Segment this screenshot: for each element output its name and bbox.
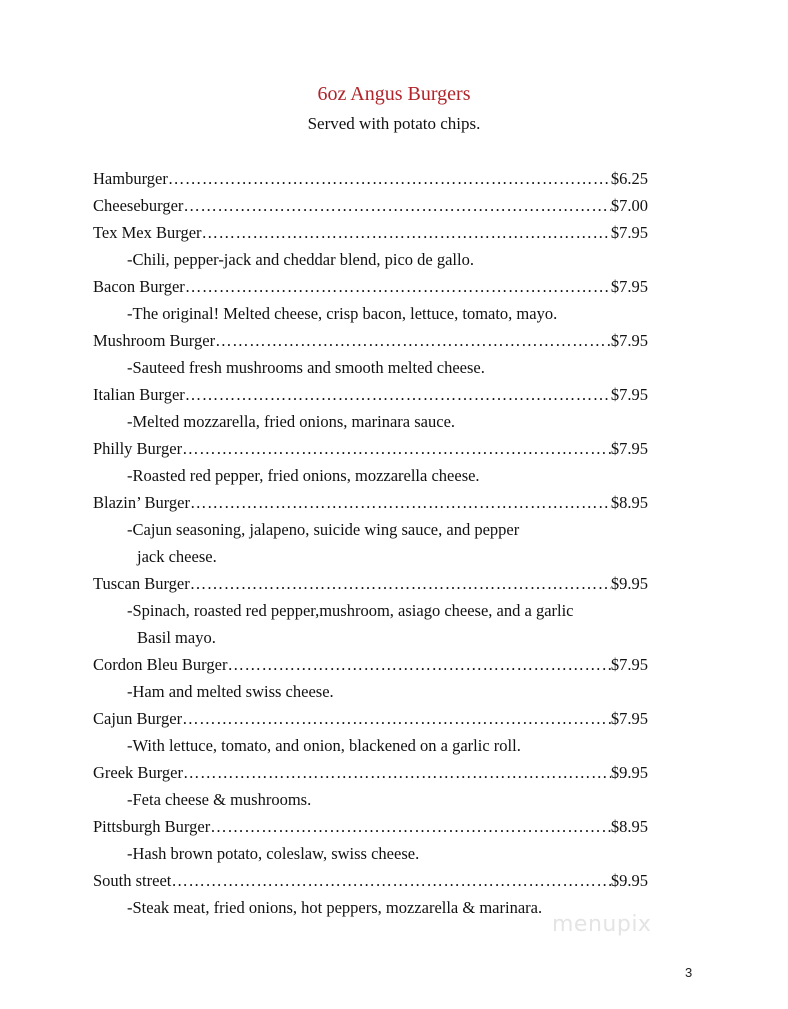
dot-leader — [215, 328, 611, 355]
menu-item-description: -The original! Melted cheese, crisp bacon, lettuce, tomato, mayo. — [127, 304, 558, 323]
menu-item-name: Italian Burger — [93, 385, 185, 404]
menu-item-price: $7.95 — [610, 385, 648, 404]
menu-item — [93, 706, 648, 733]
dot-leader — [183, 760, 611, 787]
menu-item-description: -Chili, pepper-jack and cheddar blend, pico de gallo. — [127, 250, 474, 269]
menu-item-price: $7.95 — [610, 439, 648, 458]
menu-item — [93, 652, 648, 679]
menu-item-name: Greek Burger — [93, 763, 183, 782]
menu-item-price: $6.25 — [610, 169, 648, 188]
menu-item-name: Mushroom Burger — [93, 331, 216, 350]
menu-item-name: Blazin’ Burger — [93, 493, 190, 512]
dot-leader — [227, 652, 610, 679]
dot-leader — [185, 382, 611, 409]
dot-leader — [190, 571, 611, 598]
menu-item-list — [93, 166, 653, 922]
menu-item-price: $7.95 — [610, 331, 648, 350]
dot-leader — [182, 706, 611, 733]
dot-leader — [171, 868, 611, 895]
menu-item-description: -With lettuce, tomato, and onion, blackened on a garlic roll. — [127, 736, 521, 755]
menu-item-price: $7.95 — [610, 655, 648, 674]
menu-item-name: Hamburger — [93, 169, 168, 188]
menu-item-price: $8.95 — [610, 817, 648, 836]
menu-item-name: Pittsburgh Burger — [93, 817, 211, 836]
dot-leader — [202, 220, 611, 247]
menu-item-name: Cajun Burger — [93, 709, 183, 728]
menu-item — [93, 166, 648, 193]
menu-item — [93, 760, 648, 787]
menu-item — [93, 436, 648, 463]
menu-item — [93, 220, 648, 247]
dot-leader — [185, 274, 611, 301]
menu-item-name: Tuscan Burger — [93, 574, 190, 593]
menu-item — [93, 490, 648, 517]
menu-item-description: -Sauteed fresh mushrooms and smooth melted cheese. — [127, 358, 485, 377]
menu-item-name: Bacon Burger — [93, 277, 185, 296]
menu-item-price: $7.95 — [610, 223, 648, 242]
menu-item-name: Philly Burger — [93, 439, 183, 458]
page-number: 3 — [685, 965, 693, 980]
menu-item-price: $9.95 — [610, 763, 648, 782]
menu-item — [93, 868, 648, 895]
menu-item-name: Cheeseburger — [93, 196, 184, 215]
menu-item — [93, 328, 648, 355]
menu-item-description: Basil mayo. — [137, 628, 216, 647]
menu-item-description: -Feta cheese & mushrooms. — [127, 790, 312, 809]
dot-leader — [168, 166, 611, 193]
menu-item-price: $9.95 — [610, 871, 648, 890]
menu-item-description: -Hash brown potato, coleslaw, swiss cheese. — [127, 844, 420, 863]
menu-item-price: $7.00 — [610, 196, 648, 215]
menu-item-description: -Ham and melted swiss cheese. — [127, 682, 334, 701]
dot-leader — [190, 490, 611, 517]
menu-section-subtitle: Served with potato chips. — [307, 114, 481, 133]
menu-item — [93, 382, 648, 409]
menu-item-name: Cordon Bleu Burger — [93, 655, 228, 674]
dot-leader — [183, 193, 610, 220]
menu-item-description: -Spinach, roasted red pepper,mushroom, asiago cheese, and a garlic — [127, 601, 574, 620]
menu-item-description: -Steak meat, fried onions, hot peppers, mozzarella & marinara. — [127, 898, 543, 917]
dot-leader — [210, 814, 611, 841]
menu-item — [93, 814, 648, 841]
menu-item-price: $9.95 — [610, 574, 648, 593]
dot-leader — [182, 436, 611, 463]
menu-item — [93, 193, 648, 220]
menu-item-description: -Cajun seasoning, jalapeno, suicide wing sauce, and pepper — [127, 520, 520, 539]
menu-item-name: Tex Mex Burger — [93, 223, 202, 242]
menu-item-description: -Roasted red pepper, fried onions, mozzarella cheese. — [127, 466, 480, 485]
menu-section-title: 6oz Angus Burgers — [317, 83, 471, 105]
menu-item — [93, 274, 648, 301]
menu-item-price: $7.95 — [610, 709, 648, 728]
menu-item-name: South street — [93, 871, 172, 890]
menu-item-price: $8.95 — [610, 493, 648, 512]
menu-item-description: jack cheese. — [137, 547, 217, 566]
menu-item-price: $7.95 — [610, 277, 648, 296]
watermark-logo: menupix — [552, 912, 652, 937]
menu-item — [93, 571, 648, 598]
menu-item-description: -Melted mozzarella, fried onions, marinara sauce. — [127, 412, 456, 431]
